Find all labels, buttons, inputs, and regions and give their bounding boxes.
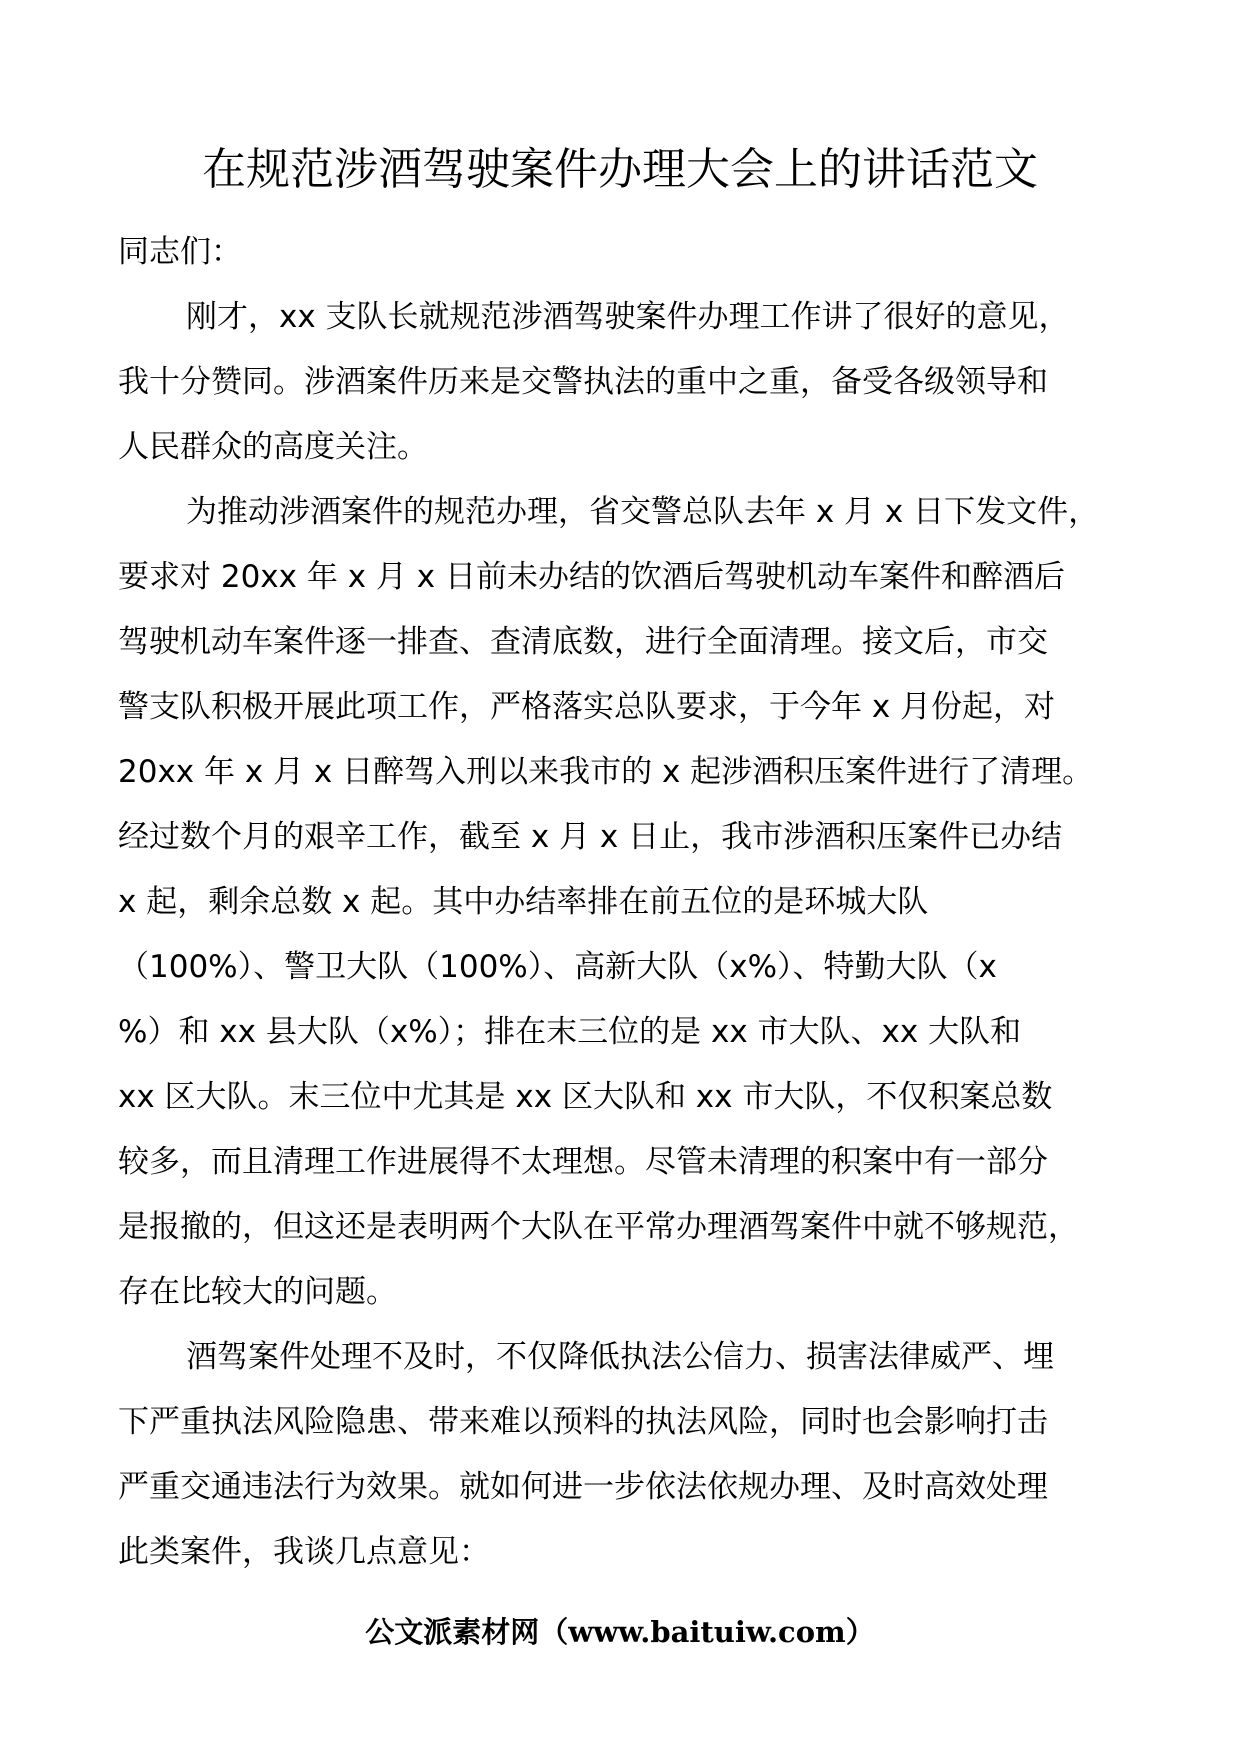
paragraph-line: 较多，而且清理工作进展得不太理想。尽管未清理的积案中有一部分 bbox=[118, 1144, 1048, 1180]
paragraph-line: 警支队积极开展此项工作，严格落实总队要求，于今年 x 月份起，对 bbox=[118, 689, 1056, 725]
document-body bbox=[118, 220, 1148, 1585]
paragraph-line: 要求对 20xx 年 x 月 x 日前未办结的饮酒后驾驶机动车案件和醉酒后 bbox=[118, 559, 1065, 595]
paragraph-line: xx 区大队。末三位中尤其是 xx 区大队和 xx 市大队，不仅积案总数 bbox=[118, 1079, 1053, 1115]
paragraph-line: 酒驾案件处理不及时，不仅降低执法公信力、损害法律威严、埋 bbox=[186, 1339, 1054, 1375]
paragraph-line: 我十分赞同。涉酒案件历来是交警执法的重中之重，备受各级领导和 bbox=[118, 364, 1048, 400]
paragraph-line: 是报撤的，但这还是表明两个大队在平常办理酒驾案件中就不够规范， bbox=[118, 1209, 1079, 1245]
paragraph-line: （100%）、警卫大队（100%）、高新大队（x%）、特勤大队（x bbox=[118, 949, 997, 985]
paragraph-line: 存在比较大的问题。 bbox=[118, 1274, 397, 1310]
paragraph-line: 经过数个月的艰辛工作，截至 x 月 x 日止，我市涉酒积压案件已办结 bbox=[118, 819, 1063, 855]
document-title: 在规范涉酒驾驶案件办理大会上的讲话范文 bbox=[202, 144, 1038, 195]
paragraph-line: 20xx 年 x 月 x 日醉驾入刑以来我市的 x 起涉酒积压案件进行了清理。 bbox=[118, 754, 1094, 790]
paragraph-line: 下严重执法风险隐患、带来难以预料的执法风险，同时也会影响打击 bbox=[118, 1404, 1048, 1440]
salutation-line: 同志们： bbox=[118, 234, 242, 270]
paragraph-line: 严重交通违法行为效果。就如何进一步依法依规办理、及时高效处理 bbox=[118, 1469, 1048, 1505]
paragraph-line: 驾驶机动车案件逐一排查、查清底数，进行全面清理。接文后，市交 bbox=[118, 624, 1048, 660]
paragraph-line: 人民群众的高度关注。 bbox=[118, 429, 428, 465]
footer-source: 公文派素材网（www.baituiw.com） bbox=[365, 1615, 875, 1649]
paragraph-line: 此类案件，我谈几点意见： bbox=[118, 1534, 490, 1570]
paragraph-line: 为推动涉酒案件的规范办理，省交警总队去年 x 月 x 日下发文件， bbox=[186, 494, 1100, 530]
paragraph-line: x 起，剩余总数 x 起。其中办结率排在前五位的是环城大队 bbox=[118, 884, 929, 920]
paragraph-line: 刚才，xx 支队长就规范涉酒驾驶案件办理工作讲了很好的意见， bbox=[186, 299, 1070, 335]
paragraph-line: %）和 xx 县大队（x%）；排在末三位的是 xx 市大队、xx 大队和 bbox=[118, 1014, 1022, 1050]
